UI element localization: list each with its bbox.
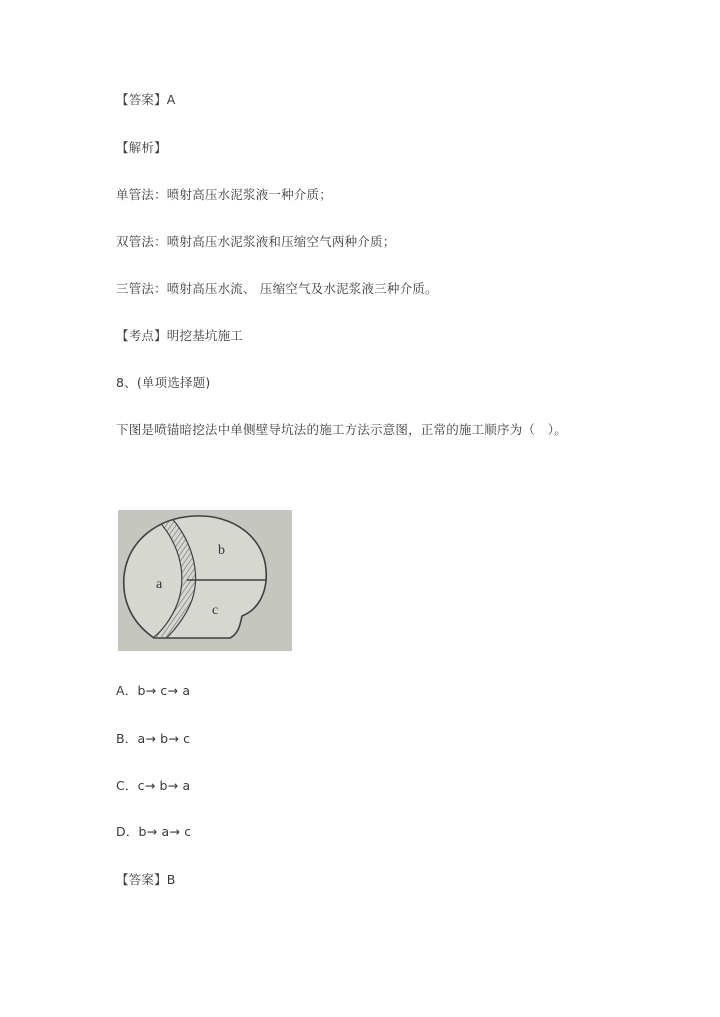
label-b: b xyxy=(218,543,225,558)
analysis-title: 【解析】 xyxy=(116,140,167,155)
tunnel-section-figure xyxy=(118,510,292,651)
answer: 【答案】B xyxy=(116,872,176,887)
option-c: C．c→ b→ a xyxy=(116,778,191,793)
option-b: B．a→ b→ c xyxy=(116,731,191,746)
question-text: 下图是喷锚暗挖法中单侧壁导坑法的施工方法示意图，正常的施工顺序为（ ）。 xyxy=(116,422,567,437)
label-a: a xyxy=(156,577,163,592)
label-c: c xyxy=(212,603,219,618)
prev-answer: 【答案】A xyxy=(116,92,176,107)
option-a: A．b→ c→ a xyxy=(116,683,191,698)
knowledge-point: 【考点】明挖基坑施工 xyxy=(116,328,244,343)
analysis-line-2: 双管法：喷射高压水泥浆液和压缩空气两种介质； xyxy=(116,234,396,249)
analysis-line-3: 三管法：喷射高压水流、 压缩空气及水泥浆液三种介质。 xyxy=(116,281,438,296)
option-d: D．b→ a→ c xyxy=(116,824,192,839)
question-number: 8、(单项选择题) xyxy=(116,375,211,390)
analysis-line-1: 单管法：喷射高压水泥浆液一种介质； xyxy=(116,187,332,202)
